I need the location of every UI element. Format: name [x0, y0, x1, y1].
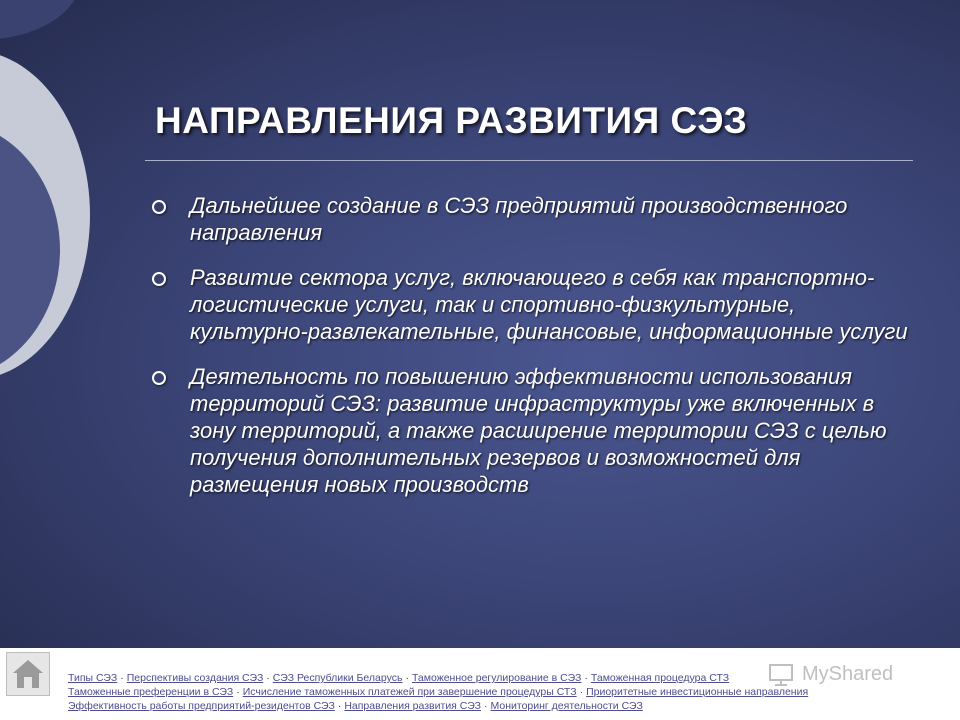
footer-link[interactable]: СЭЗ Республики Беларусь — [272, 672, 403, 684]
bullet-circle-icon — [152, 371, 166, 385]
footer-link[interactable]: Эффективность работы предприятий-резидентов СЭЗ — [68, 700, 335, 712]
bullet-item — [152, 192, 912, 246]
bullet-circle-icon — [152, 200, 166, 214]
footer-link[interactable]: Типы СЭЗ — [68, 672, 118, 684]
watermark — [768, 660, 893, 688]
title-divider — [145, 160, 913, 161]
footer-link[interactable]: Таможенная процедура СТЗ — [590, 672, 730, 684]
bullet-circle-icon — [152, 272, 166, 286]
decorative-circle-top — [0, 0, 80, 40]
slide-title: НАПРАВЛЕНИЯ РАЗВИТИЯ СЭЗ — [155, 100, 748, 141]
footer-link[interactable]: Перспективы создания СЭЗ — [126, 672, 264, 684]
footer-link[interactable]: Направления развития СЭЗ — [344, 700, 482, 712]
watermark-text: MyShared — [802, 662, 894, 685]
bullet-text: Дальнейшее создание в СЭЗ предприятий производственного направления — [190, 193, 848, 245]
bullet-list — [152, 192, 912, 516]
bullet-text: Деятельность по повышению эффективности использования территорий СЭЗ: развитие инфраструктуры уже включенных в зону территорий, а также расширение территории СЭЗ с целью получения дополнительных резервов и возможностей для размещения новых производств — [190, 364, 887, 497]
presentation-icon — [768, 662, 798, 686]
footer-link[interactable]: Таможенные преференции в СЭЗ — [68, 686, 234, 698]
home-icon — [11, 658, 45, 690]
bullet-item — [152, 264, 912, 345]
home-button[interactable] — [6, 652, 50, 696]
footer-links: Типы СЭЗ · Перспективы создания СЭЗ · СЭЗ Республики Беларусь · Таможенное регулирование в СЭЗ · Таможенная процедура СТЗ Таможенные преференции в СЭЗ · Исчисление таможенных платежей при завершение процедуры СТЗ · Приоритетные инвестиционные направления Эффективность работы предприятий-резидентов СЭЗ · Направления развития СЭЗ · Мониторинг деятельности СЭЗ — [68, 672, 809, 712]
bullet-item — [152, 363, 912, 498]
footer-link[interactable]: Мониторинг деятельности СЭЗ — [490, 700, 643, 712]
footer-link[interactable]: Приоритетные инвестиционные направления — [586, 686, 809, 698]
footer-link[interactable]: Исчисление таможенных платежей при завершение процедуры СТЗ — [242, 686, 577, 698]
footer-link[interactable]: Таможенное регулирование в СЭЗ — [411, 672, 582, 684]
bullet-text: Развитие сектора услуг, включающего в себя как транспортно-логистические услуги, так и спортивно-физкультурные, культурно-развлекательные, финансовые, информационные услуги — [190, 265, 908, 344]
